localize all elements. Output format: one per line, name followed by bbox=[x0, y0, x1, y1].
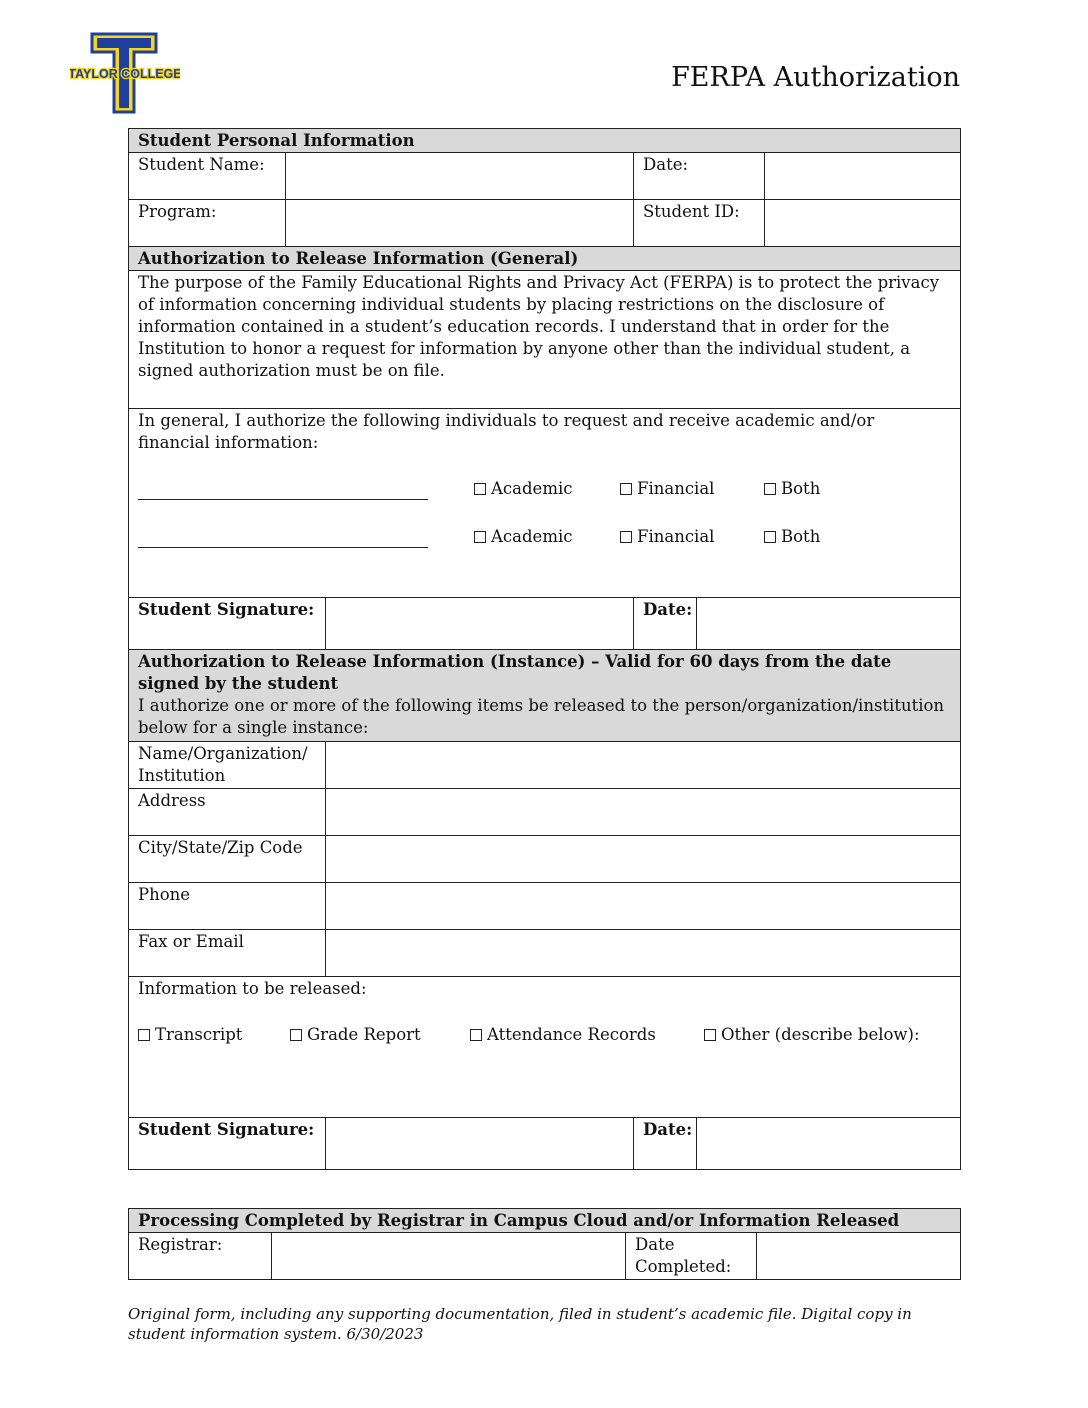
academic-checkbox[interactable]: Academic bbox=[474, 526, 620, 548]
checkbox-icon bbox=[704, 1029, 716, 1041]
release-label: Information to be released: bbox=[138, 979, 367, 998]
instance-header-title: Authorization to Release Information (Instance) – Valid for 60 days from the date signed by the student bbox=[138, 652, 892, 693]
phone-field[interactable] bbox=[326, 883, 961, 930]
general-intro-text: In general, I authorize the following individuals to request and receive academic and/or financial information: bbox=[138, 411, 875, 452]
logo-text: TAYLOR COLLEGE bbox=[70, 67, 180, 81]
section-header-registrar: Processing Completed by Registrar in Campus Cloud and/or Information Released bbox=[129, 1209, 961, 1233]
registrar-label: Registrar: bbox=[129, 1233, 272, 1280]
authorized-individual-line[interactable] bbox=[138, 479, 428, 500]
instance-date-field[interactable] bbox=[697, 1118, 961, 1170]
release-options-row bbox=[138, 1024, 951, 1046]
student-name-field[interactable] bbox=[286, 153, 634, 200]
authorized-individual-row bbox=[138, 478, 951, 500]
program-label: Program: bbox=[129, 200, 286, 247]
authorized-individual-line[interactable] bbox=[138, 527, 428, 548]
section-header-instance bbox=[129, 650, 961, 742]
checkbox-icon bbox=[470, 1029, 482, 1041]
general-signature-label: Student Signature: bbox=[129, 598, 326, 650]
checkbox-icon bbox=[620, 483, 632, 495]
footer-note: Original form, including any supporting documentation, filed in student’s academic file. Digital copy in student information system. 6/30/2023 bbox=[128, 1305, 912, 1343]
address-field[interactable] bbox=[326, 789, 961, 836]
student-name-label: Student Name: bbox=[129, 153, 286, 200]
date-completed-field[interactable] bbox=[757, 1233, 961, 1280]
checkbox-icon bbox=[764, 483, 776, 495]
academic-checkbox[interactable]: Academic bbox=[474, 478, 620, 500]
general-signature-field[interactable] bbox=[326, 598, 634, 650]
recipient-name-label: Name/Organization/ Institution bbox=[129, 742, 326, 789]
registrar-table bbox=[128, 1208, 961, 1280]
registrar-field[interactable] bbox=[272, 1233, 626, 1280]
phone-label: Phone bbox=[129, 883, 326, 930]
section-header-personal: Student Personal Information bbox=[129, 129, 961, 153]
instance-intro-text: I authorize one or more of the following items be released to the person/organization/institution below for a single instance: bbox=[138, 696, 945, 737]
transcript-checkbox[interactable]: Transcript bbox=[138, 1024, 290, 1046]
authorized-individual-row bbox=[138, 526, 951, 548]
student-id-field[interactable] bbox=[765, 200, 961, 247]
checkbox-icon bbox=[290, 1029, 302, 1041]
city-state-zip-field[interactable] bbox=[326, 836, 961, 883]
checkbox-icon bbox=[138, 1029, 150, 1041]
other-checkbox[interactable]: Other (describe below): bbox=[704, 1024, 920, 1046]
fax-email-field[interactable] bbox=[326, 930, 961, 977]
program-field[interactable] bbox=[286, 200, 634, 247]
address-label: Address bbox=[129, 789, 326, 836]
release-items-block bbox=[129, 977, 961, 1118]
financial-checkbox[interactable]: Financial bbox=[620, 478, 764, 500]
date-completed-label: Date Completed: bbox=[626, 1233, 757, 1280]
date-label: Date: bbox=[634, 153, 765, 200]
both-checkbox[interactable]: Both bbox=[764, 526, 820, 548]
general-date-label: Date: bbox=[634, 598, 697, 650]
checkbox-icon bbox=[620, 531, 632, 543]
checkbox-icon bbox=[474, 483, 486, 495]
recipient-name-field[interactable] bbox=[326, 742, 961, 789]
taylor-college-logo bbox=[70, 32, 180, 114]
general-date-field[interactable] bbox=[697, 598, 961, 650]
date-field[interactable] bbox=[765, 153, 961, 200]
grade-report-checkbox[interactable]: Grade Report bbox=[290, 1024, 470, 1046]
instance-signature-label: Student Signature: bbox=[129, 1118, 326, 1170]
instance-signature-field[interactable] bbox=[326, 1118, 634, 1170]
ferpa-purpose-text: The purpose of the Family Educational Rights and Privacy Act (FERPA) is to protect the privacy of information concerning individual students by placing restrictions on the disclosure of information contained in a student’s education records. I understand that in order for the Institution to honor a request for information by anyone other than the individual student, a signed authorization must be on file. bbox=[129, 271, 961, 409]
fax-email-label: Fax or Email bbox=[129, 930, 326, 977]
both-checkbox[interactable]: Both bbox=[764, 478, 820, 500]
student-id-label: Student ID: bbox=[634, 200, 765, 247]
checkbox-icon bbox=[474, 531, 486, 543]
financial-checkbox[interactable]: Financial bbox=[620, 526, 764, 548]
instance-date-label: Date: bbox=[634, 1118, 697, 1170]
ferpa-form-table bbox=[128, 128, 961, 1170]
attendance-records-checkbox[interactable]: Attendance Records bbox=[470, 1024, 704, 1046]
city-state-zip-label: City/State/Zip Code bbox=[129, 836, 326, 883]
general-authorize-block bbox=[129, 409, 961, 598]
section-header-general: Authorization to Release Information (General) bbox=[129, 247, 961, 271]
page-title: FERPA Authorization bbox=[671, 62, 960, 93]
checkbox-icon bbox=[764, 531, 776, 543]
